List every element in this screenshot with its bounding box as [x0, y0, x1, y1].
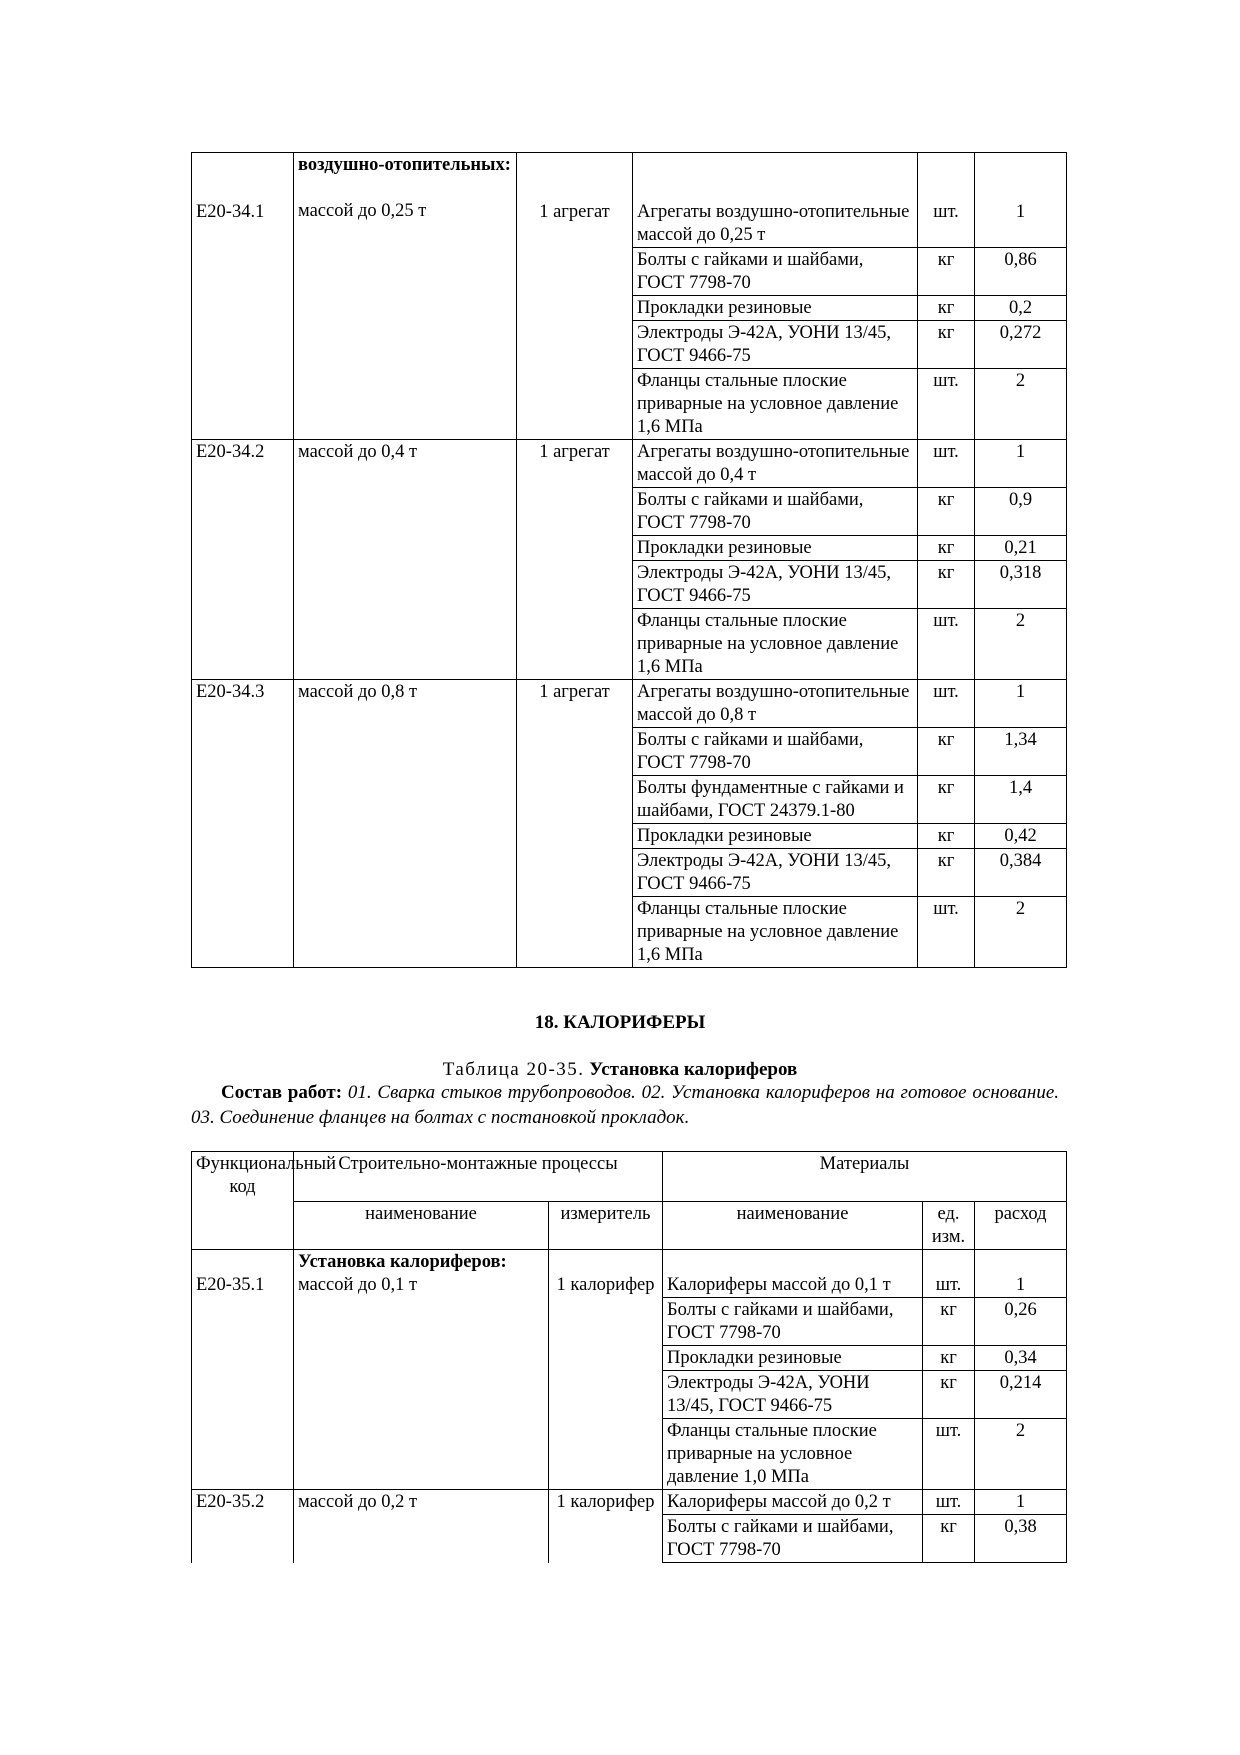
- header-materials: Материалы: [663, 1152, 1067, 1202]
- material-uom: кг: [918, 488, 975, 536]
- material-qty: 0,34: [975, 1346, 1067, 1371]
- material-uom: кг: [923, 1371, 975, 1419]
- material-uom: кг: [918, 824, 975, 849]
- header-proc-name: наименование: [294, 1202, 549, 1250]
- material-uom: кг: [918, 296, 975, 321]
- material-qty: 1: [975, 1250, 1067, 1298]
- row-unit: [549, 1490, 663, 1563]
- material-name: Прокладки резиновые: [663, 1346, 923, 1371]
- material-name: Прокладки резиновые: [633, 296, 918, 321]
- row-name-text: массой до 0,2 т: [298, 1492, 418, 1512]
- row-unit-text: 1 агрегат: [539, 202, 610, 222]
- row-process-name: [294, 1250, 549, 1490]
- material-qty: 0,21: [975, 536, 1067, 561]
- row-process-name: [294, 1490, 549, 1563]
- row-code-text: Е20-34.1: [196, 202, 265, 222]
- material-qty: 1: [975, 680, 1067, 728]
- material-uom: кг: [918, 536, 975, 561]
- material-qty: 0,318: [975, 561, 1067, 609]
- row-unit-text: 1 калорифер: [556, 1492, 655, 1512]
- row-code: [192, 680, 294, 968]
- material-uom: кг: [918, 321, 975, 369]
- material-qty: 0,272: [975, 321, 1067, 369]
- work-composition: [191, 1080, 1059, 1130]
- table-20-34-continuation: [191, 152, 1067, 968]
- material-qty: 1,4: [975, 776, 1067, 824]
- material-qty: 0,86: [975, 248, 1067, 296]
- material-qty: 1: [975, 1490, 1067, 1515]
- table-row: [192, 153, 1067, 248]
- material-uom: кг: [918, 849, 975, 897]
- material-uom: кг: [923, 1298, 975, 1346]
- header-proc-unit: измеритель: [549, 1202, 663, 1250]
- material-uom: шт.: [923, 1419, 975, 1490]
- material-qty: 0,42: [975, 824, 1067, 849]
- table-title: Установка калориферов: [589, 1059, 798, 1080]
- header-code: Функциональный код: [192, 1152, 294, 1250]
- row-code-text: Е20-35.1: [196, 1275, 265, 1295]
- material-name: Прокладки резиновые: [633, 824, 918, 849]
- material-name: Электроды Э-42А, УОНИ 13/45, ГОСТ 9466-75: [633, 561, 918, 609]
- row-unit-text: 1 калорифер: [556, 1275, 655, 1295]
- table-row: [192, 1250, 1067, 1298]
- group-heading: воздушно-отопительных:: [298, 155, 511, 175]
- material-uom: шт.: [918, 609, 975, 680]
- table-20-35: [191, 1151, 1067, 1563]
- header-mat-name: наименование: [663, 1202, 923, 1250]
- row-unit-text: 1 агрегат: [539, 442, 610, 462]
- material-name: Фланцы стальные плоские приварные на условное давление 1,6 МПа: [633, 609, 918, 680]
- material-name: Электроды Э-42А, УОНИ 13/45, ГОСТ 9466-75: [633, 321, 918, 369]
- material-uom: шт.: [918, 153, 975, 248]
- material-uom: шт.: [923, 1490, 975, 1515]
- table-row: [192, 440, 1067, 488]
- material-name: Болты с гайками и шайбами, ГОСТ 7798-70: [663, 1515, 923, 1563]
- table-label: Таблица 20-35.: [442, 1059, 585, 1080]
- row-unit-text: 1 агрегат: [539, 682, 610, 702]
- row-name-text: массой до 0,4 т: [298, 442, 418, 462]
- material-name: Болты с гайками и шайбами, ГОСТ 7798-70: [663, 1298, 923, 1346]
- row-code-text: Е20-35.2: [196, 1492, 265, 1512]
- row-unit: [517, 153, 633, 440]
- material-name: Болты с гайками и шайбами, ГОСТ 7798-70: [633, 248, 918, 296]
- material-name: Фланцы стальные плоские приварные на условное давление 1,6 МПа: [633, 897, 918, 968]
- table-caption: [0, 1058, 1240, 1081]
- material-name: Болты фундаментные с гайками и шайбами, ГОСТ 24379.1-80: [633, 776, 918, 824]
- material-uom: шт.: [918, 897, 975, 968]
- material-name: Фланцы стальные плоские приварные на условное давление 1,0 МПа: [663, 1419, 923, 1490]
- row-code: [192, 1490, 294, 1563]
- material-name: Агрегаты воздушно-отопительные массой до 0,25 т: [633, 153, 918, 248]
- row-process-name: [294, 153, 517, 440]
- material-name: Электроды Э-42А, УОНИ 13/45, ГОСТ 9466-75: [633, 849, 918, 897]
- material-qty: 1: [975, 153, 1067, 248]
- header-processes: Строительно-монтажные процессы: [294, 1152, 663, 1202]
- section-title: 18. КАЛОРИФЕРЫ: [534, 1012, 706, 1033]
- material-qty: 0,9: [975, 488, 1067, 536]
- material-uom: кг: [918, 728, 975, 776]
- material-name: Агрегаты воздушно-отопительные массой до 0,4 т: [633, 440, 918, 488]
- group-heading: Установка калориферов:: [298, 1252, 507, 1272]
- material-name: Калориферы массой до 0,1 т: [663, 1250, 923, 1298]
- material-name: Электроды Э-42А, УОНИ 13/45, ГОСТ 9466-75: [663, 1371, 923, 1419]
- material-qty: 0,214: [975, 1371, 1067, 1419]
- table-row: [192, 680, 1067, 728]
- row-process-name: [294, 440, 517, 680]
- material-qty: 0,384: [975, 849, 1067, 897]
- material-qty: 2: [975, 1419, 1067, 1490]
- material-name: Болты с гайками и шайбами, ГОСТ 7798-70: [633, 728, 918, 776]
- composition-text: 01. Сварка стыков трубопроводов. 02. Установка калориферов на готовое основание. 03. Соединение фланцев на болтах с постановкой прокладок.: [191, 1082, 1059, 1128]
- material-uom: шт.: [923, 1250, 975, 1298]
- material-qty: 0,2: [975, 296, 1067, 321]
- material-name: Агрегаты воздушно-отопительные массой до 0,8 т: [633, 680, 918, 728]
- row-code: [192, 1250, 294, 1490]
- composition-label: Состав работ:: [221, 1082, 343, 1103]
- table-row: [192, 1490, 1067, 1515]
- material-qty: 1,34: [975, 728, 1067, 776]
- material-qty: 2: [975, 369, 1067, 440]
- row-code: [192, 440, 294, 680]
- material-uom: кг: [918, 561, 975, 609]
- material-name: Калориферы массой до 0,2 т: [663, 1490, 923, 1515]
- material-uom: шт.: [918, 369, 975, 440]
- row-code: [192, 153, 294, 440]
- material-uom: шт.: [918, 440, 975, 488]
- material-name: Прокладки резиновые: [633, 536, 918, 561]
- material-uom: кг: [918, 248, 975, 296]
- material-name: Фланцы стальные плоские приварные на условное давление 1,6 МПа: [633, 369, 918, 440]
- row-unit: [517, 680, 633, 968]
- material-qty: 2: [975, 897, 1067, 968]
- material-qty: 0,38: [975, 1515, 1067, 1563]
- row-name-text: массой до 0,1 т: [298, 1275, 418, 1295]
- material-qty: 0,26: [975, 1298, 1067, 1346]
- material-uom: кг: [923, 1515, 975, 1563]
- material-name: Болты с гайками и шайбами, ГОСТ 7798-70: [633, 488, 918, 536]
- material-uom: кг: [923, 1346, 975, 1371]
- row-code-text: Е20-34.2: [196, 442, 265, 462]
- row-unit: [517, 440, 633, 680]
- material-qty: 2: [975, 609, 1067, 680]
- row-unit: [549, 1250, 663, 1490]
- row-name-text: массой до 0,25 т: [298, 201, 427, 221]
- material-qty: 1: [975, 440, 1067, 488]
- header-mat-qty: расход: [975, 1202, 1067, 1250]
- material-uom: шт.: [918, 680, 975, 728]
- header-mat-uom: ед. изм.: [923, 1202, 975, 1250]
- row-name-text: массой до 0,8 т: [298, 682, 418, 702]
- material-uom: кг: [918, 776, 975, 824]
- row-code-text: Е20-34.3: [196, 682, 265, 702]
- row-process-name: [294, 680, 517, 968]
